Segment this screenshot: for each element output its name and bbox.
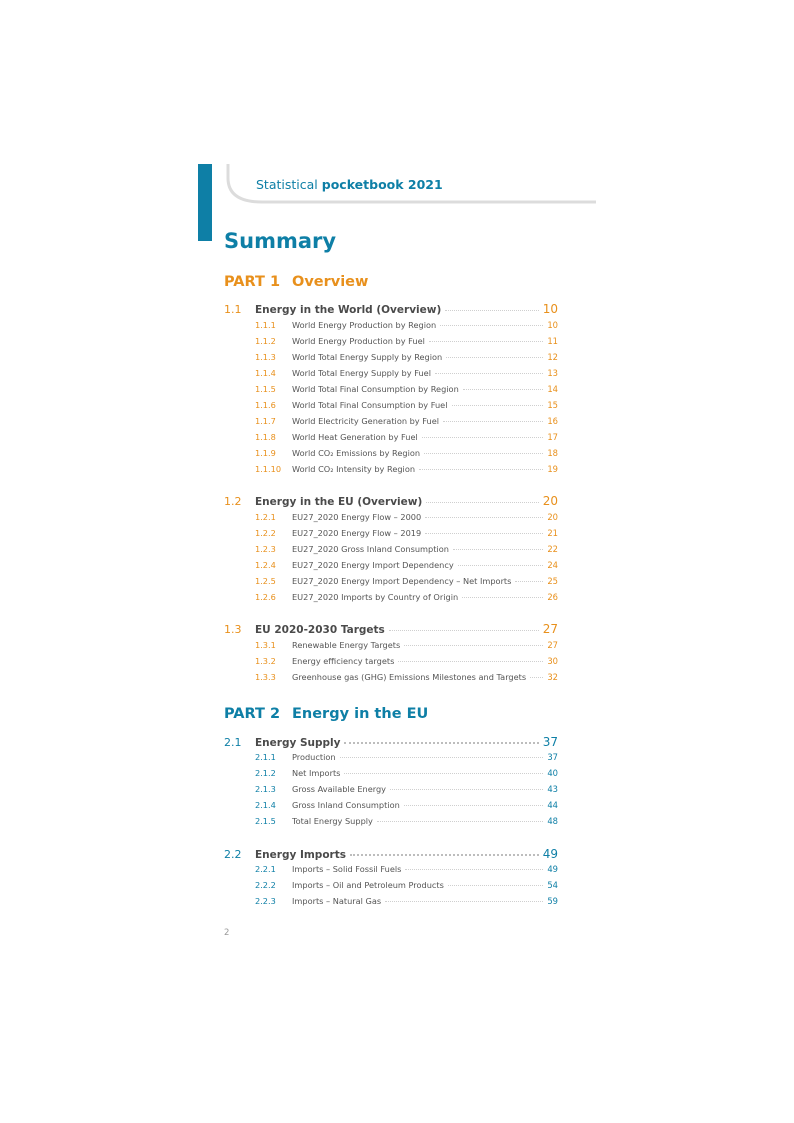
toc-item[interactable]: 1.2.6 EU27_2020 Imports by Country of Origin 26 (255, 592, 558, 602)
toc-item[interactable]: 2.1.5 Total Energy Supply 48 (255, 816, 558, 826)
toc-item[interactable]: 1.1.6 World Total Final Consumption by Fuel 15 (255, 400, 558, 410)
toc-item[interactable]: 1.2.5 EU27_2020 Energy Import Dependency – Net Imports 25 (255, 576, 558, 586)
toc-item[interactable]: 1.3.1 Renewable Energy Targets 27 (255, 640, 558, 650)
toc-item[interactable]: 1.2.3 EU27_2020 Gross Inland Consumption 22 (255, 544, 558, 554)
part-1-heading: PART 1 Overview (224, 274, 369, 290)
toc-item[interactable]: 1.1.3 World Total Energy Supply by Region 12 (255, 352, 558, 362)
part-2-heading: PART 2 Energy in the EU (224, 706, 429, 722)
toc-section[interactable]: 2.2 Energy Imports 49 (224, 847, 558, 861)
toc-item[interactable]: 2.1.4 Gross Inland Consumption 44 (255, 800, 558, 810)
toc-item[interactable]: 1.3.2 Energy efficiency targets 30 (255, 656, 558, 666)
toc-section[interactable]: 1.2 Energy in the EU (Overview) 20 (224, 494, 558, 508)
toc-item[interactable]: 2.1.1 Production 37 (255, 752, 558, 762)
page-number: 2 (224, 928, 230, 938)
toc-item[interactable]: 1.1.10 World CO₂ Intensity by Region 19 (255, 464, 558, 474)
toc-item[interactable]: 1.2.1 EU27_2020 Energy Flow – 2000 20 (255, 512, 558, 522)
toc-item[interactable]: 1.1.4 World Total Energy Supply by Fuel 13 (255, 368, 558, 378)
toc-item[interactable]: 2.1.2 Net Imports 40 (255, 768, 558, 778)
toc-item[interactable]: 1.3.3 Greenhouse gas (GHG) Emissions Milestones and Targets 32 (255, 672, 558, 682)
toc-item[interactable]: 1.1.9 World CO₂ Emissions by Region 18 (255, 448, 558, 458)
header-accent-bar (198, 164, 212, 241)
toc-section[interactable]: 1.1 Energy in the World (Overview) 10 (224, 302, 558, 316)
toc-item[interactable]: 1.1.1 World Energy Production by Region 10 (255, 320, 558, 330)
toc-item[interactable]: 2.1.3 Gross Available Energy 43 (255, 784, 558, 794)
toc-item[interactable]: 1.1.5 World Total Final Consumption by Region 14 (255, 384, 558, 394)
toc-item[interactable]: 1.2.4 EU27_2020 Energy Import Dependency 24 (255, 560, 558, 570)
page-title: Summary (224, 229, 337, 253)
toc-item[interactable]: 1.1.2 World Energy Production by Fuel 11 (255, 336, 558, 346)
toc-item[interactable]: 2.2.1 Imports – Solid Fossil Fuels 49 (255, 864, 558, 874)
toc-section[interactable]: 2.1 Energy Supply 37 (224, 735, 558, 749)
toc-item[interactable]: 2.2.3 Imports – Natural Gas 59 (255, 896, 558, 906)
toc-section[interactable]: 1.3 EU 2020-2030 Targets 27 (224, 622, 558, 636)
header-title: Statistical pocketbook 2021 (256, 177, 443, 192)
toc-item[interactable]: 2.2.2 Imports – Oil and Petroleum Products 54 (255, 880, 558, 890)
toc-item[interactable]: 1.1.7 World Electricity Generation by Fuel 16 (255, 416, 558, 426)
toc-item[interactable]: 1.1.8 World Heat Generation by Fuel 17 (255, 432, 558, 442)
toc-item[interactable]: 1.2.2 EU27_2020 Energy Flow – 2019 21 (255, 528, 558, 538)
